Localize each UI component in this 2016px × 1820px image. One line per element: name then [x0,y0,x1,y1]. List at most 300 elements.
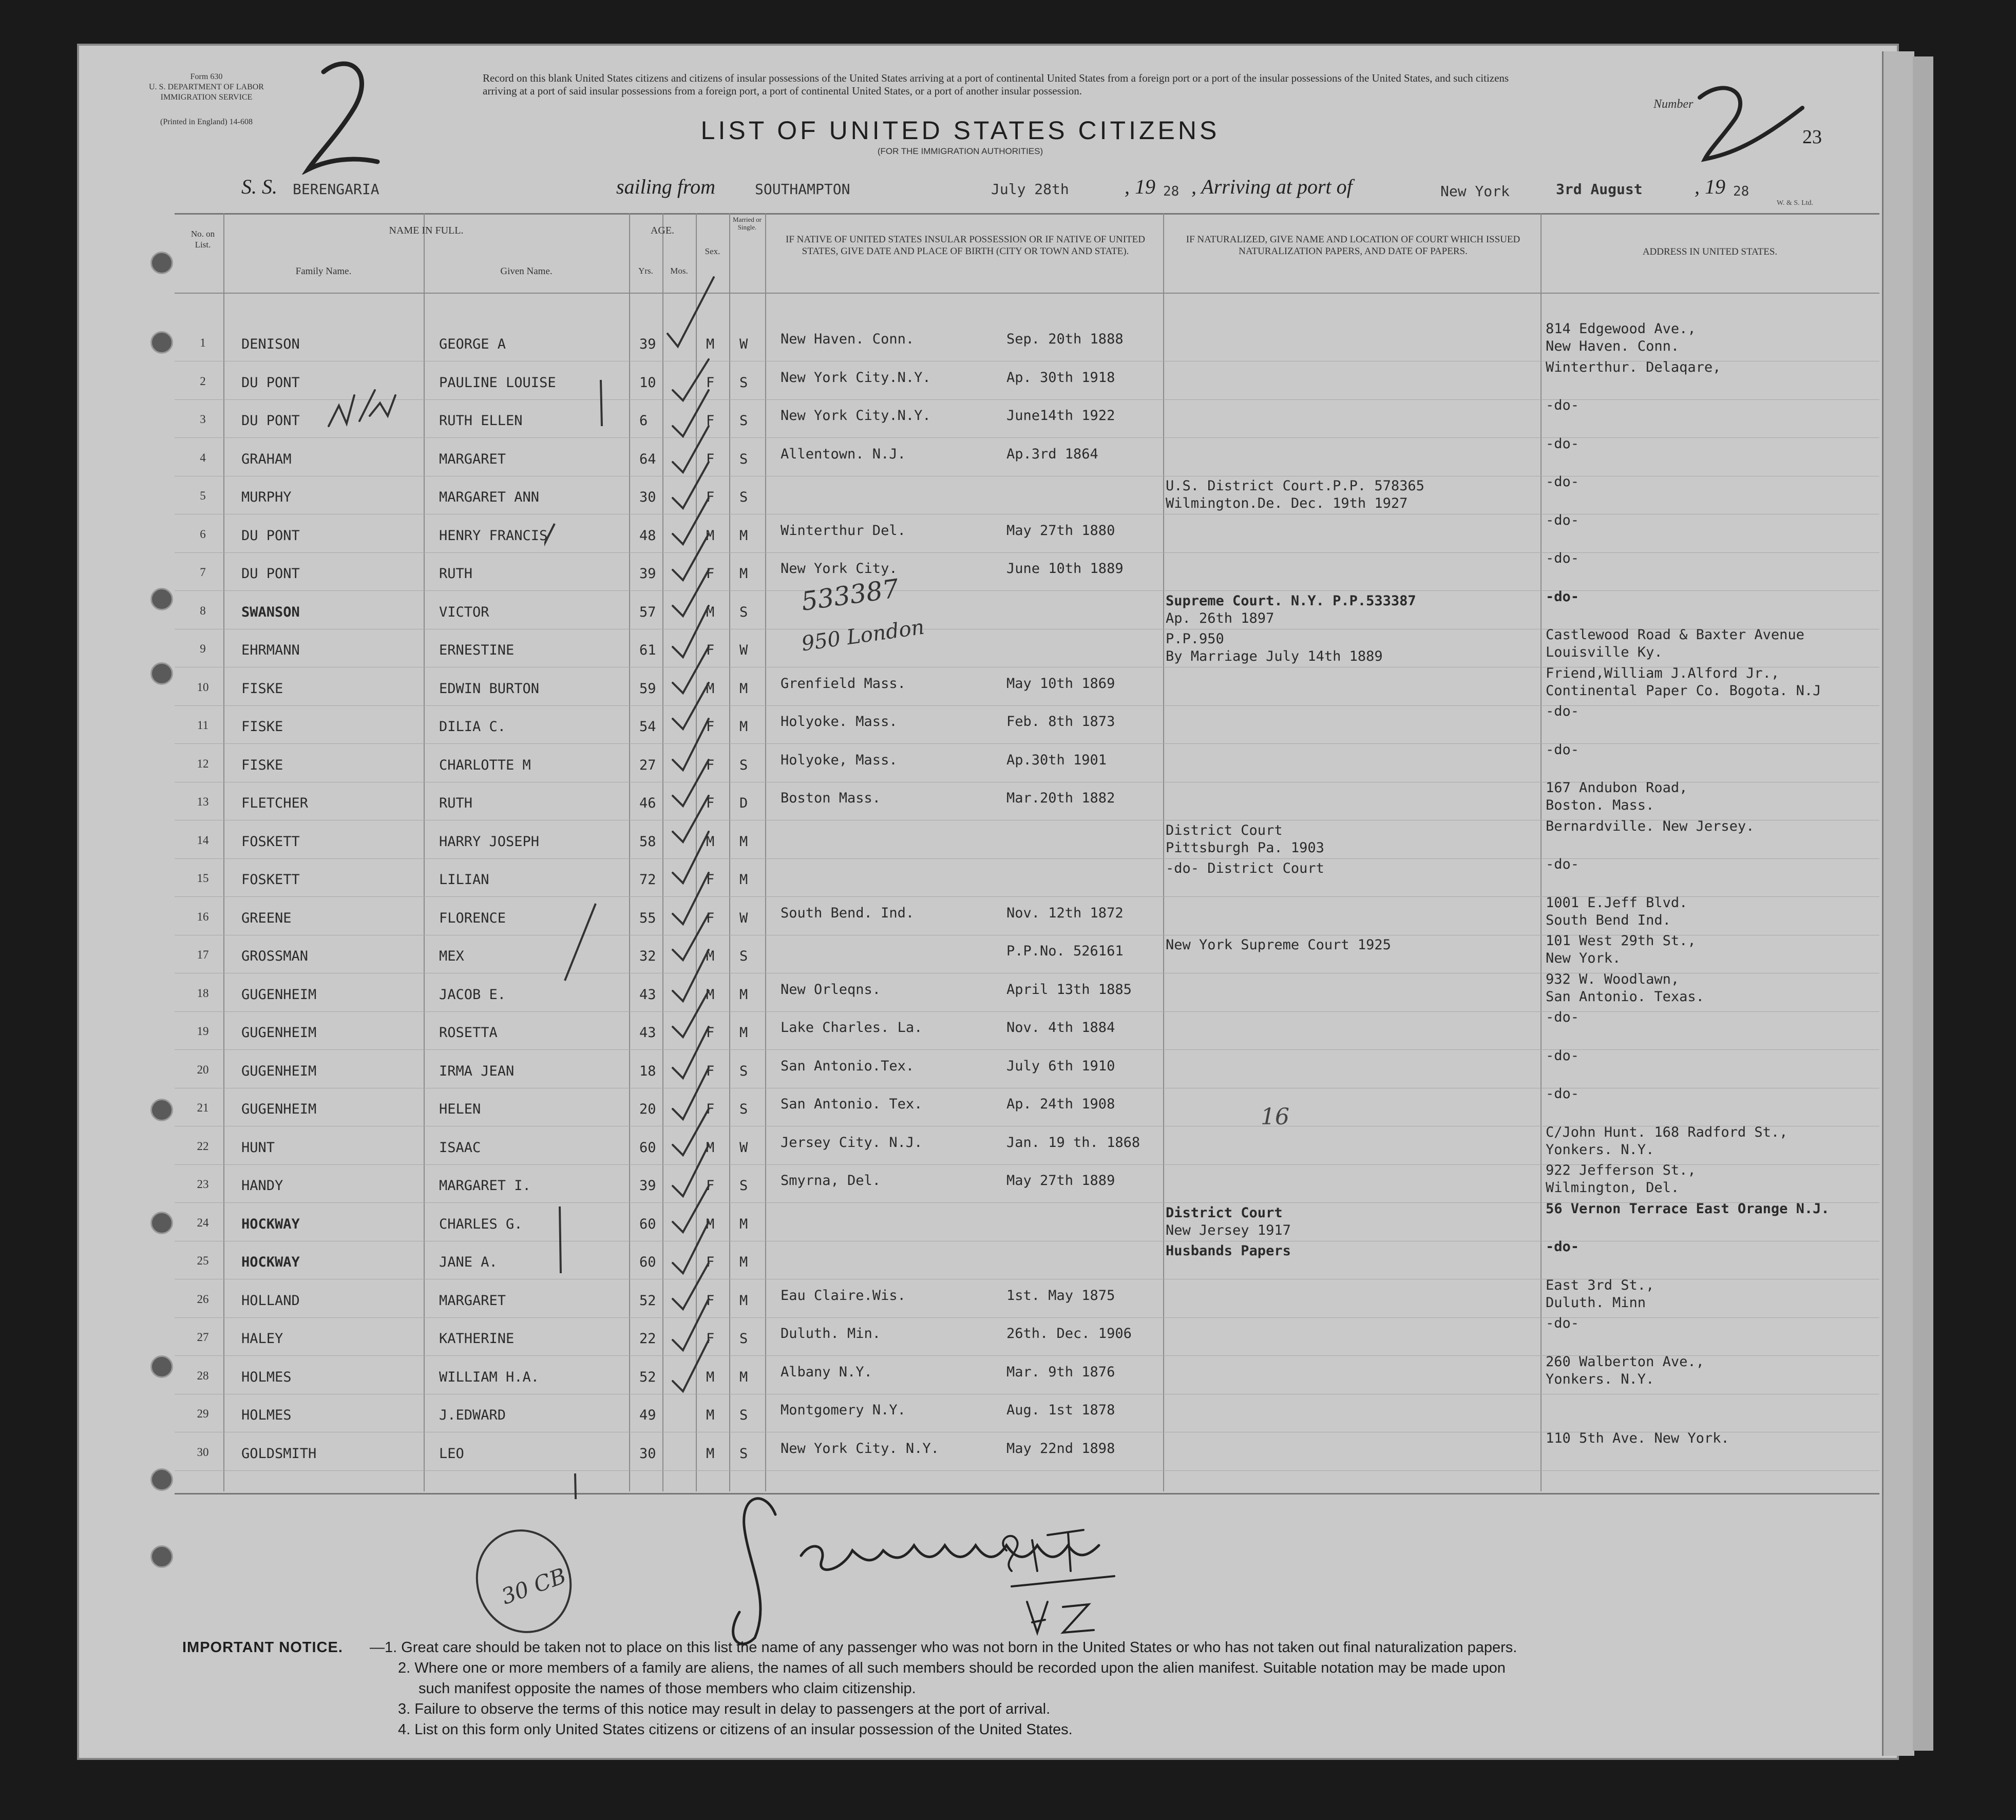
marital-status: M [739,834,748,850]
family-name: FOSKETT [241,834,300,850]
age-years: 6 [639,413,648,429]
sex: F [706,413,715,429]
age-years: 43 [639,987,656,1003]
sex: F [706,719,715,735]
family-name: GROSSMAN [241,948,309,964]
birth-place: New Haven. Conn. [781,331,915,347]
age-years: 10 [639,375,656,391]
given-name: VICTOR [439,604,489,620]
row-divider [175,743,1879,744]
given-name: MARGARET ANN [439,489,540,505]
age-years: 48 [639,528,656,544]
underlying-page-edge [1882,51,1914,1756]
row-number: 3 [200,413,206,426]
address-line-1: 260 Walberton Ave., [1546,1354,1704,1370]
family-name: GOLDSMITH [241,1446,317,1462]
family-name: GREENE [241,910,292,926]
naturalization-line-1: District Court [1166,822,1283,838]
sex: F [706,872,715,888]
given-name: JACOB E. [439,987,506,1003]
given-name: FLORENCE [439,910,506,926]
birth-date: Ap.30th 1901 [1006,752,1107,768]
given-name: MARGARET [439,1293,506,1309]
sex: M [706,528,715,544]
punch-hole [150,1545,173,1568]
punch-hole [150,588,173,610]
row-number: 25 [197,1254,209,1267]
address-line-2: New York. [1546,950,1621,966]
age-years: 20 [639,1101,656,1117]
birth-date: May 22nd 1898 [1006,1441,1115,1457]
header-married: Married or Single. [733,216,762,231]
address-line-1: -do- [1546,1239,1580,1255]
sex: M [706,604,715,620]
given-name: RUTH [439,795,473,811]
row-number: 17 [197,948,209,961]
handwritten-row22-note: 16 [1261,1104,1289,1130]
birth-place: Grenfield Mass. [781,676,906,692]
birth-date: Nov. 4th 1884 [1006,1020,1115,1036]
address-line-1: -do- [1546,589,1580,605]
family-name: HOLMES [241,1407,292,1423]
row-divider [175,399,1879,400]
family-name: HOCKWAY [241,1254,300,1270]
birth-place: Smyrna, Del. [781,1173,881,1189]
marital-status: W [739,642,748,658]
address-line-2: San Antonio. Texas. [1546,989,1704,1005]
family-name: HOLLAND [241,1293,300,1309]
given-name: MARGARET I. [439,1178,531,1194]
handwritten-swanson-pp: 533387 [799,573,901,617]
age-years: 60 [639,1140,656,1156]
col-divider [1540,213,1542,1491]
year-prefix-2: , 19 [1695,175,1725,198]
given-name: RUTH ELLEN [439,413,523,429]
birth-date: 1st. May 1875 [1006,1288,1115,1304]
birth-date: Feb. 8th 1873 [1006,714,1115,730]
sex: M [706,987,715,1003]
birth-date: Sep. 20th 1888 [1006,331,1124,347]
marital-status: M [739,681,748,697]
sex: F [706,451,715,467]
birth-place: South Bend. Ind. [781,905,915,921]
sex: F [706,1025,715,1041]
birth-place: Winterthur Del. [781,523,906,539]
row-divider [175,1049,1879,1050]
arriving-label: , Arriving at port of [1191,175,1353,198]
address-line-1: -do- [1546,436,1580,452]
row-divider [175,552,1879,553]
sex: F [706,1254,715,1270]
given-name: HENRY FRANCIS [439,528,548,544]
punch-hole [150,662,173,685]
given-name: MEX [439,948,464,964]
ss-label: S. S. [241,175,277,198]
family-name: MURPHY [241,489,292,505]
marital-status: S [739,1178,748,1194]
row-divider [175,1317,1879,1318]
row-number: 15 [197,872,209,885]
age-years: 39 [639,336,656,352]
row-number: 6 [200,528,206,541]
marital-status: S [739,489,748,505]
from-port: SOUTHAMPTON [755,181,850,198]
given-name: CHARLES G. [439,1216,523,1232]
row-number: 10 [197,681,209,694]
marital-status: S [739,1101,748,1117]
row-number: 21 [197,1101,209,1114]
birth-date: May 27th 1889 [1006,1173,1115,1189]
naturalization-line-1: U.S. District Court.P.P. 578365 [1166,478,1424,494]
family-name: FISKE [241,681,283,697]
address-line-1: -do- [1546,742,1580,758]
address-line-2: Duluth. Minn [1546,1295,1646,1311]
age-years: 72 [639,872,656,888]
year-prefix-1: , 19 [1125,175,1155,198]
punch-hole [150,1355,173,1378]
age-years: 60 [639,1254,656,1270]
age-years: 27 [639,757,656,773]
age-years: 55 [639,910,656,926]
address-line-2: Yonkers. N.Y. [1546,1142,1654,1158]
birth-date: June14th 1922 [1006,408,1115,424]
birth-date: 26th. Dec. 1906 [1006,1326,1132,1342]
birth-place: Lake Charles. La. [781,1020,923,1036]
birth-place: New York City. N.Y. [781,1441,939,1457]
age-years: 30 [639,489,656,505]
header-name-in-full: NAME IN FULL. [389,225,464,236]
birth-place: Montgomery N.Y. [781,1402,906,1418]
address-line-1: 932 W. Woodlawn, [1546,971,1680,987]
naturalization-line-2: Wilmington.De. Dec. 19th 1927 [1166,495,1408,511]
sex: F [706,642,715,658]
family-name: HOLMES [241,1369,292,1385]
address-line-2: Wilmington, Del. [1546,1180,1680,1196]
address-line-1: 101 West 29th St., [1546,933,1696,949]
age-years: 43 [639,1025,656,1041]
marital-status: M [739,872,748,888]
birth-date: Jan. 19 th. 1868 [1006,1135,1140,1151]
row-number: 9 [200,642,206,655]
age-years: 64 [639,451,656,467]
address-line-1: -do- [1546,1048,1580,1064]
handwritten-number-2b [1679,77,1808,164]
handwritten-ww-note [324,385,401,442]
birth-place: New Orleqns. [781,982,881,998]
punch-hole [150,331,173,354]
header-mos: Mos. [670,266,688,276]
sex: F [706,1293,715,1309]
row-number: 13 [197,795,209,808]
marital-status: M [739,1254,748,1270]
age-years: 46 [639,795,656,811]
birth-place: San Antonio. Tex. [781,1096,923,1112]
underlying-page-edge-2 [1913,56,1933,1751]
row-divider [175,590,1879,591]
address-line-1: -do- [1546,1315,1580,1331]
row-number: 2 [200,375,206,388]
birth-date: May 27th 1880 [1006,523,1115,539]
family-name: FLETCHER [241,795,309,811]
row-number: 27 [197,1331,209,1344]
row-number: 20 [197,1063,209,1076]
header-address: ADDRESS IN UNITED STATES. [1642,246,1778,257]
handwritten-swanson-note: 950 London [800,615,926,656]
service: IMMIGRATION SERVICE [160,93,253,102]
address-line-1: 110 5th Ave. New York. [1546,1430,1729,1446]
age-years: 22 [639,1331,656,1347]
address-line-1: 922 Jefferson St., [1546,1162,1696,1178]
check-marks [657,257,729,1479]
given-name: LEO [439,1446,464,1462]
notice-item-1: —1. Great care should be taken not to place on this list the name of any passenger who was not born in the United States or who has not taken out final naturalization papers. [370,1639,1517,1656]
form-number: Form 630 [190,72,223,81]
given-name: DILIA C. [439,719,506,735]
row-number: 14 [197,834,209,847]
age-years: 52 [639,1293,656,1309]
row-divider [175,1011,1879,1012]
ws-ltd: W. & S. Ltd. [1777,199,1814,207]
birth-date: July 6th 1910 [1006,1058,1115,1074]
age-years: 49 [639,1407,656,1423]
form-meta [149,72,264,127]
naturalization-line-1: Supreme Court. N.Y. P.P.533387 [1166,593,1416,609]
birth-place: Eau Claire.Wis. [781,1288,906,1304]
address-line-2: New Haven. Conn. [1546,338,1680,354]
family-name: DU PONT [241,528,300,544]
birth-date: April 13th 1885 [1006,982,1132,998]
family-name: DENISON [241,336,300,352]
row-number: 23 [197,1178,209,1191]
punch-hole [150,1468,173,1491]
age-years: 39 [639,1178,656,1194]
sex: F [706,1063,715,1079]
punch-hole [150,1099,173,1121]
given-name: CHARLOTTE M [439,757,531,773]
circled-note [462,1520,596,1643]
address-line-1: Bernardville. New Jersey. [1546,818,1755,834]
row-number: 18 [197,987,209,1000]
handwritten-number-2 [288,51,390,175]
col-divider [765,213,766,1491]
age-years: 58 [639,834,656,850]
sex: F [706,375,715,391]
address-line-1: 167 Andubon Road, [1546,780,1688,796]
address-line-2: Continental Paper Co. Bogota. N.J [1546,683,1821,699]
birth-place: New York City.N.Y. [781,370,931,386]
address-line-1: C/John Hunt. 168 Radford St., [1546,1124,1788,1140]
page-subtitle: (FOR THE IMMIGRATION AUTHORITIES) [877,146,1043,156]
given-name: HARRY JOSEPH [439,834,540,850]
age-years: 30 [639,1446,656,1462]
family-name: DU PONT [241,375,300,391]
row-number: 28 [197,1369,209,1382]
marital-status: S [739,375,748,391]
birth-date: Mar.20th 1882 [1006,790,1115,806]
given-name: LILIAN [439,872,489,888]
family-name: GUGENHEIM [241,1101,317,1117]
family-name: HALEY [241,1331,283,1347]
family-name: HUNT [241,1140,275,1156]
birth-place: Holyoke, Mass. [781,752,898,768]
notice-lead: IMPORTANT NOTICE. [182,1639,343,1656]
row-number: 24 [197,1216,209,1229]
year-2: 28 [1733,184,1749,199]
family-name: DU PONT [241,566,300,582]
given-name: HELEN [439,1101,481,1117]
sex: F [706,1178,715,1194]
birth-place: Holyoke. Mass. [781,714,898,730]
given-name: ERNESTINE [439,642,515,658]
family-name: HANDY [241,1178,283,1194]
punch-hole [150,1212,173,1234]
family-name: EHRMANN [241,642,300,658]
circled-note-text: 30 CB [498,1563,569,1610]
birth-place: San Antonio.Tex. [781,1058,915,1074]
sex: M [706,834,715,850]
page-title: LIST OF UNITED STATES CITIZENS [700,116,1220,145]
col-divider [1163,213,1164,1491]
row-number: 22 [197,1140,209,1153]
marital-status: S [739,948,748,964]
header-age: AGE. [650,225,675,236]
col-divider [424,213,425,1491]
notice-item-2: 2. Where one or more members of a family are aliens, the names of all such members should be recorded upon the alien manifest. Suitable notation may be made upon [398,1660,1506,1676]
birth-date: June 10th 1889 [1006,561,1124,577]
row-number: 16 [197,910,209,923]
sex: M [706,1140,715,1156]
notice-item-2-cont: such manifest opposite the names of those members who claim citizenship. [419,1680,916,1697]
birth-place: New York City. [781,561,898,577]
sex: F [706,489,715,505]
given-name: IRMA JEAN [439,1063,515,1079]
marital-status: W [739,1140,748,1156]
marital-status: S [739,451,748,467]
given-name: ISAAC [439,1140,481,1156]
col-divider [223,213,224,1491]
address-line-1: 814 Edgewood Ave., [1546,321,1696,337]
department: U. S. DEPARTMENT OF LABOR [149,83,264,91]
age-years: 59 [639,681,656,697]
row-number: 29 [197,1407,209,1420]
address-line-1: -do- [1546,550,1580,566]
row-number: 4 [200,451,206,464]
naturalization-line-2: New Jersey 1917 [1166,1222,1291,1238]
age-years: 60 [639,1216,656,1232]
address-line-2: South Bend Ind. [1546,912,1671,928]
sex: M [706,1216,715,1232]
year-1: 28 [1163,184,1180,199]
birth-date: Aug. 1st 1878 [1006,1402,1115,1418]
address-line-1: 56 Vernon Terrace East Orange N.J. [1546,1201,1830,1217]
address-line-2: Yonkers. N.Y. [1546,1371,1654,1387]
given-name: EDWIN BURTON [439,681,540,697]
family-name: HOCKWAY [241,1216,300,1232]
family-name: GRAHAM [241,451,292,467]
header-family-name: Family Name. [295,266,352,277]
marital-status: S [739,413,748,429]
marital-status: S [739,1063,748,1079]
number-label: Number [1653,98,1694,111]
birth-date: May 10th 1869 [1006,676,1115,692]
given-name: GEORGE A [439,336,506,352]
age-years: 18 [639,1063,656,1079]
family-name: FOSKETT [241,872,300,888]
given-name: PAULINE LOUISE [439,375,556,391]
row-number: 12 [197,757,209,770]
sex: F [706,566,715,582]
marital-status: M [739,566,748,582]
row-number: 19 [197,1025,209,1038]
given-name: KATHERINE [439,1331,515,1347]
naturalization-line-2: Pittsburgh Pa. 1903 [1166,840,1324,856]
header-sex: Sex. [705,246,720,256]
birth-place: Duluth. Min. [781,1326,881,1342]
sex: F [706,795,715,811]
marital-status: M [739,1216,748,1232]
row-number: 30 [197,1446,209,1459]
age-years: 61 [639,642,656,658]
inspector-initials [991,1520,1135,1638]
row-number: 1 [200,336,206,349]
marital-status: S [739,1446,748,1462]
family-name: GUGENHEIM [241,1063,317,1079]
naturalization-line-2: Ap. 26th 1897 [1166,610,1275,626]
marital-status: S [739,1331,748,1347]
sex: F [706,1331,715,1347]
sex: M [706,1407,715,1423]
age-years: 54 [639,719,656,735]
row-divider [175,705,1879,706]
sex: M [706,948,715,964]
sex: M [706,681,715,697]
marital-status: W [739,336,748,352]
sex: F [706,1101,715,1117]
punch-hole [150,252,173,274]
sail-date: July 28th [991,181,1069,198]
marital-status: M [739,1025,748,1041]
header-divider [175,293,1879,294]
address-line-1: -do- [1546,1009,1580,1025]
header-birth: IF NATIVE OF UNITED STATES INSULAR POSSESSION OR IF NATIVE OF UNITED STATES, GIVE DATE AND PLACE OF BIRTH (CITY OR TOWN AND STATE). [786,234,1145,257]
col-divider [729,213,730,1491]
birth-place: Allentown. N.J. [781,446,906,462]
marital-status: S [739,757,748,773]
marital-status: M [739,987,748,1003]
sex: M [706,1369,715,1385]
sex: F [706,757,715,773]
header-no: No. on List. [191,229,215,250]
printed-note: (Printed in England) 14-608 [160,118,253,126]
address-line-1: -do- [1546,703,1580,719]
header-naturalized: IF NATURALIZED, GIVE NAME AND LOCATION OF COURT WHICH ISSUED NATURALIZATION PAPERS, AND DATE OF PAPERS. [1186,234,1520,257]
birth-date: Mar. 9th 1876 [1006,1364,1115,1380]
address-line-1: -do- [1546,856,1580,872]
row-divider [175,1470,1879,1471]
family-name: FISKE [241,719,283,735]
arrival-date: 3rd August [1556,181,1643,198]
given-name: RUTH [439,566,473,582]
birth-place: Albany N.Y. [781,1364,872,1380]
naturalization-line-1: P.P.950 [1166,631,1224,647]
address-line-1: Friend,William J.Alford Jr., [1546,665,1780,681]
birth-date: Ap. 30th 1918 [1006,370,1115,386]
address-line-1: East 3rd St., [1546,1277,1654,1293]
naturalization-line-1: Husbands Papers [1166,1243,1291,1259]
age-years: 57 [639,604,656,620]
family-name: GUGENHEIM [241,1025,317,1041]
given-name: ROSETTA [439,1025,498,1041]
